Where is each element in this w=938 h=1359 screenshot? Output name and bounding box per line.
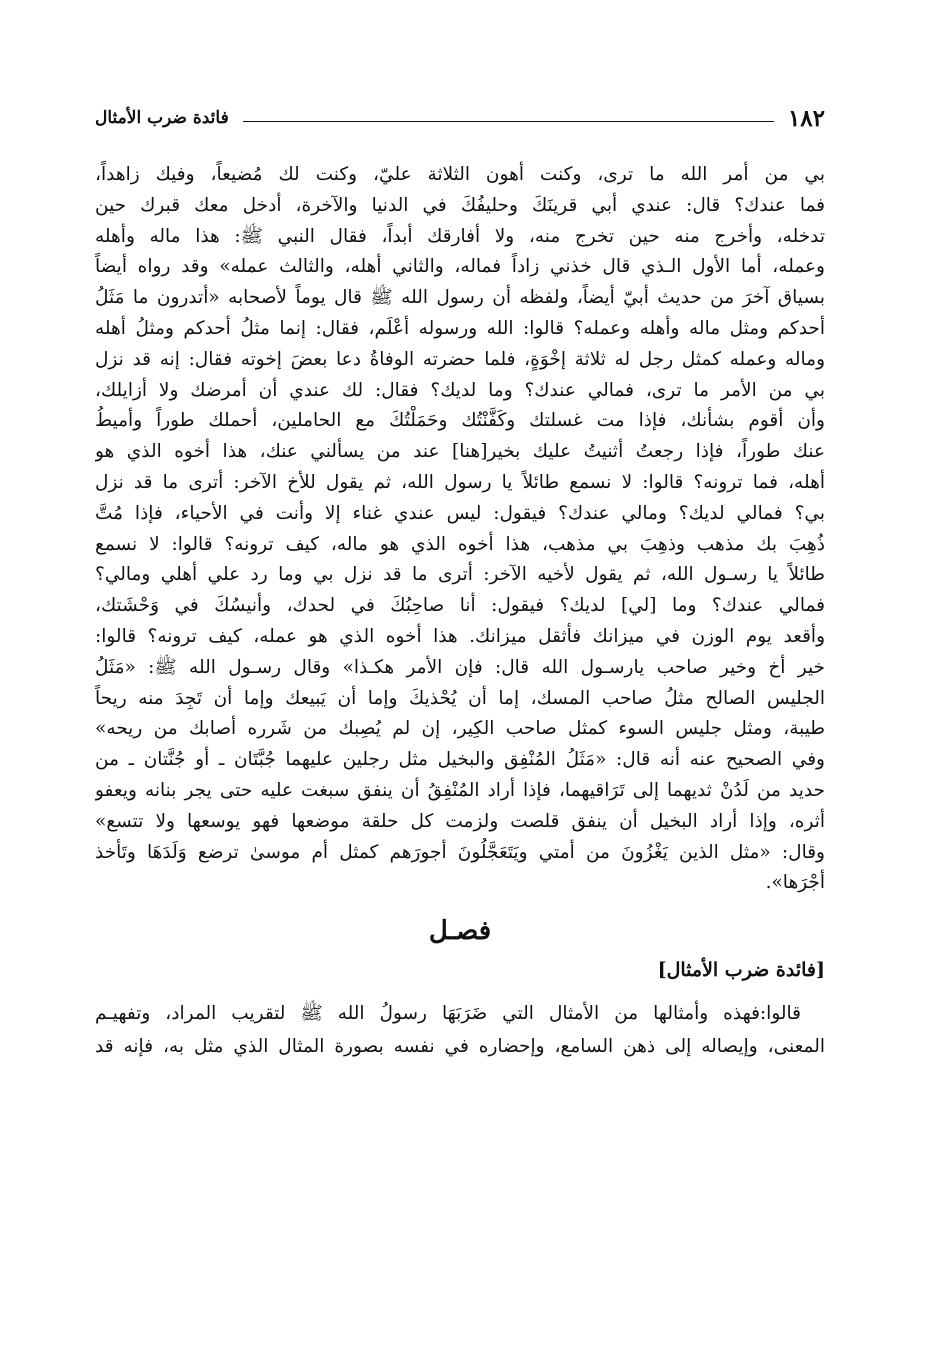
text-line: تدخله، وأخرج منه حين تخرج منه، ولا أفارقك أبداً، فقال النبي ﷺ: هذا ماله وأهله [95,225,825,247]
text-line: وقال: «مثل الذين يَغْزُونَ من أمتي ويَتَعَجَّلُونَ أجورَهم كمثل أم موسىٰ ترضع وَلَدَهَا وتَأْخذ [95,841,825,863]
text-line: وماله وعمله كمثل رجل له ثلاثة إخْوَةٍ، فلما حضرته الوفاةُ دعا بعضَ إخوته فقال: إنه قد نزل [95,348,825,370]
running-head [95,100,825,136]
subheading: [فائدة ضرب الأمثال] [657,959,825,982]
text-line: خير أخ وخير صاحب يارسـول الله قال: فإن الأمر هكـذا» وقال رسـول الله ﷺ: «مَثَلُ [95,656,825,678]
text-line: فمالي عندك؟ وما [لي] لديك؟ فيقول: أنا صاحِبُكَ في لحدك، وأنيسُكَ في وَحْشَتك، [95,595,825,617]
text-line: فما عندك؟ قال: عندي أبي قرينَكَ وحليفُكَ في الدنيا والآخرة، أدخل معك قبرك حين [95,194,825,216]
text-line: بي؟ فمالي لديك؟ ومالي عندك؟ فيقول: ليس عندي غناء إلا وأنت في الأحياء، فإذا مُتَّ [95,502,825,524]
body-text [95,160,825,899]
text-line: أهله، فما ترونه؟ قالوا: لا نسمع طائلاً يا رسول الله، ثم يقول للأخ الآخر: أترى ما قد نزل [95,471,825,493]
header-rule [243,121,774,122]
text-line: أجْرَها». [765,872,825,894]
section-heading: فصـل [428,916,492,947]
running-title: فائدة ضرب الأمثال [95,108,229,128]
text-line: بسياق آخرَ من حديث أبيّ أيضاً، ولفظه أن رسول الله ﷺ قال يوماً لأصحابه «أتدرون ما مَثَلُ [95,287,825,309]
text-line: الجليس الصالح مثلُ صاحب المسك، إما أن يُحْذيكَ وإما أن يَبيعك وإما أن تَجِدَ منه ريحاً [95,687,825,709]
text-line: وفي الصحيح عنه أنه قال: «مَثَلُ المُنْفِق والبخيل مثل رجلين عليهما جُبَّتَان ـ أو جُنَّتان ـ من [95,749,825,771]
text-line: قالوا:فهذه وأمثالها من الأمثال التي ضَرَبَهَا رسولُ الله ﷺ لتقريب المراد، وتفهيـم [95,1003,801,1025]
text-line: طائلاً يا رسـول الله، ثم يقول لأخيه الآخر: أترى ما قد نزل بي وما رد علي أهلي ومالي؟ [95,564,825,586]
paragraph [95,997,825,1063]
text-line: أثره، وإذا أراد البخيل أن ينفق قلصت ولزمت كل حلقة موضعها فهو يوسعها ولا تتسع» [95,810,825,832]
text-line: بي من الأمر ما ترى، فمالي عندك؟ وما لديك؟ فقال: لك عندي أن أمرضك ولا أزايلك، [95,379,825,401]
text-line: وأن أقوم بشأنك، فإذا مت غسلتك وكَفَّنْتُك وحَمَلْتُكَ مع الحاملين، أحملك طوراً وأميطُ [95,410,825,432]
page [95,100,825,1063]
text-line: حديد من لَدُنْ ثديهما إلى تَرَاقيهما، فإذا أراد المُنْفِقُ أن ينفق سبغت عليه حتى يجر بنانه ويعفو [95,779,825,801]
text-line: المعنى، وإيصاله إلى ذهن السامع، وإحضاره في نفسه بصورة المثال الذي مثل به، فإنه قد [95,1036,825,1058]
page-number: ١٨٢ [787,104,825,132]
text-line: بي من أمر الله ما ترى، وكنت أهون الثلاثة عليّ، وكنت لك مُضيعاً، وفيك زاهداً، [95,164,825,185]
text-line: أحدكم ومثل ماله وأهله وعمله؟ قالوا: الله ورسوله أعْلَم، فقال: إنما مثلُ أحدكم ومثلُ أهله [95,317,825,339]
text-line: طيبة، ومثل جليس السوء كمثل صاحب الكِير، إن لم يُصِبك من شَرره أصابك من ريحه» [95,718,825,740]
text-line: ذُهِبَ بك مذهب وذهِبَ بي مذهب، هذا أخوه الذي هو ماله، كيف ترونه؟ قالوا: لا نسمع [95,533,825,555]
text-line: عنك طوراً، فإذا رجعتُ أثنيتُ عليك بخير[هنا] عند من يسألني عنك، هذا أخوه الذي هو [95,441,825,463]
text-line: وعمله، أما الأول الـذي قال خذني زاداً فماله، والثاني أهله، والثالث عمله» وقد رواه أيضاً [95,256,825,278]
text-line: وأقعد يوم الوزن في ميزانك فأثقل ميزانك. هذا أخوه الذي هو عمله، كيف ترونه؟ قالوا: [95,625,825,647]
